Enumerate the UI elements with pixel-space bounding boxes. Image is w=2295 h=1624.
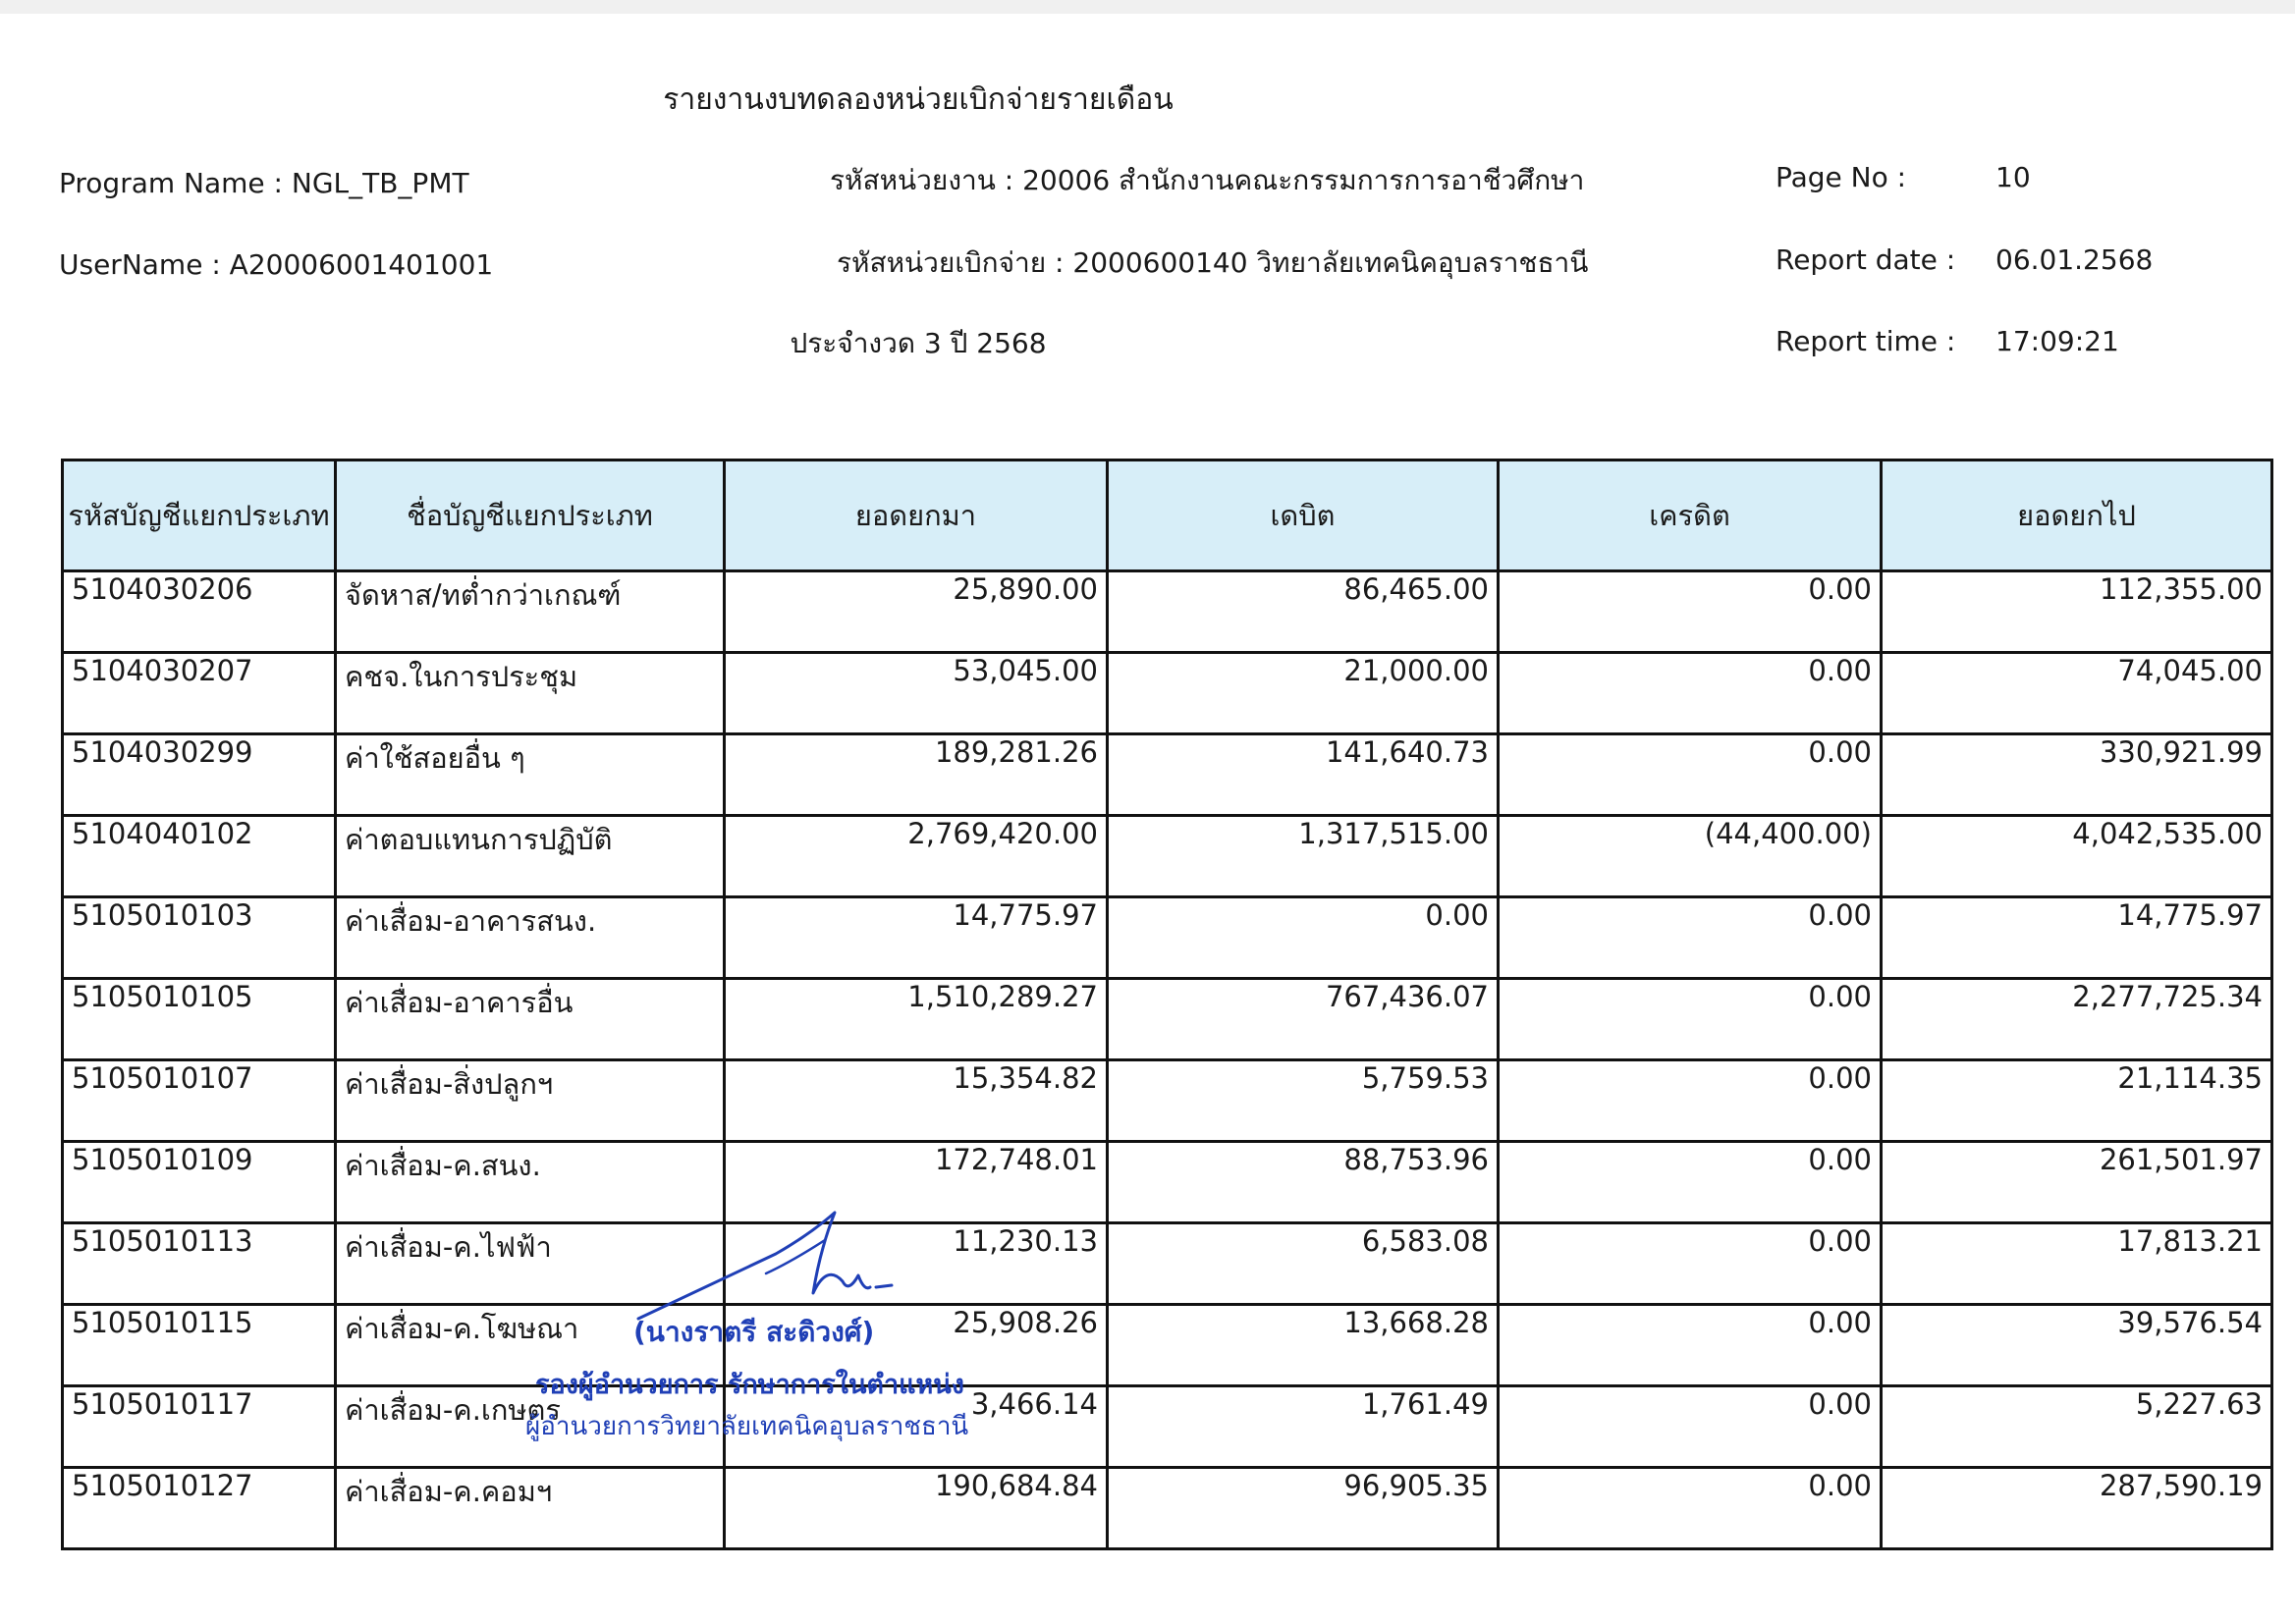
credit: 0.00 — [1499, 1060, 1882, 1142]
credit: 0.00 — [1499, 1305, 1882, 1386]
table-row — [63, 1468, 2272, 1549]
report-time-label: Report time : — [1776, 325, 1956, 357]
credit: 0.00 — [1499, 1468, 1882, 1549]
debit: 5,759.53 — [1108, 1060, 1499, 1142]
credit: 0.00 — [1499, 897, 1882, 979]
table-row — [63, 734, 2272, 816]
credit: 0.00 — [1499, 653, 1882, 734]
credit: 0.00 — [1499, 571, 1882, 653]
carried-forward: 261,501.97 — [1882, 1142, 2272, 1223]
credit: 0.00 — [1499, 979, 1882, 1060]
debit: 767,436.07 — [1108, 979, 1499, 1060]
brought-forward: 25,890.00 — [725, 571, 1108, 653]
header-credit: เครดิต — [1499, 460, 1882, 571]
brought-forward: 15,354.82 — [725, 1060, 1108, 1142]
account-code: 5105010113 — [63, 1223, 336, 1305]
credit: 0.00 — [1499, 1386, 1882, 1468]
account-name: จัดหาส/ทต่ำกว่าเกณฑ์ — [336, 571, 725, 653]
credit: 0.00 — [1499, 1142, 1882, 1223]
scan-top-edge — [0, 0, 2295, 14]
header-carried-forward: ยอดยกไป — [1882, 460, 2272, 571]
account-name: ค่าเสื่อม-อาคารสนง. — [336, 897, 725, 979]
stamp-signer-name: (นางราตรี สะดิวงศ์) — [633, 1316, 875, 1348]
account-name: ค่าตอบแทนการปฏิบัติ — [336, 816, 725, 897]
account-code: 5105010105 — [63, 979, 336, 1060]
debit: 1,761.49 — [1108, 1386, 1499, 1468]
account-code: 5105010107 — [63, 1060, 336, 1142]
report-title: รายงานงบทดลองหน่วยเบิกจ่ายรายเดือน — [663, 82, 1174, 117]
header-brought-forward: ยอดยกมา — [725, 460, 1108, 571]
brought-forward: 3,466.14 — [725, 1386, 1108, 1468]
debit: 86,465.00 — [1108, 571, 1499, 653]
account-code: 5104030207 — [63, 653, 336, 734]
carried-forward: 39,576.54 — [1882, 1305, 2272, 1386]
page-no-value: 10 — [1995, 161, 2031, 193]
stamp-signer-position: รองผู้อำนวยการ รักษาการในตำแหน่ง — [535, 1370, 964, 1400]
agency-code: รหัสหน่วยงาน : 20006 สำนักงานคณะกรรมการการอาชีวศึกษา — [830, 164, 1585, 196]
brought-forward: 189,281.26 — [725, 734, 1108, 816]
brought-forward: 190,684.84 — [725, 1468, 1108, 1549]
disbursement-unit: รหัสหน่วยเบิกจ่าย : 2000600140 วิทยาลัยเทคนิคอุบลราชธานี — [837, 246, 1589, 279]
brought-forward: 1,510,289.27 — [725, 979, 1108, 1060]
table-row — [63, 1060, 2272, 1142]
table-row — [63, 1142, 2272, 1223]
stamp-signer-title: ผู้อำนวยการวิทยาลัยเทคนิคอุบลราชธานี — [525, 1412, 969, 1441]
account-name: คชจ.ในการประชุม — [336, 653, 725, 734]
carried-forward: 287,590.19 — [1882, 1468, 2272, 1549]
debit: 13,668.28 — [1108, 1305, 1499, 1386]
debit: 1,317,515.00 — [1108, 816, 1499, 897]
carried-forward: 5,227.63 — [1882, 1386, 2272, 1468]
brought-forward: 53,045.00 — [725, 653, 1108, 734]
account-name: ค่าเสื่อม-ค.เกษตร — [336, 1386, 725, 1468]
account-code: 5105010115 — [63, 1305, 336, 1386]
account-code: 5105010127 — [63, 1468, 336, 1549]
account-name: ค่าเสื่อม-ค.สนง. — [336, 1142, 725, 1223]
account-name: ค่าเสื่อม-ค.ไฟฟ้า — [336, 1223, 725, 1305]
username: UserName : A20006001401001 — [59, 248, 494, 281]
report-time-value: 17:09:21 — [1995, 325, 2119, 357]
brought-forward: 14,775.97 — [725, 897, 1108, 979]
account-code: 5105010117 — [63, 1386, 336, 1468]
trial-balance-table — [61, 459, 2273, 1550]
account-code: 5104040102 — [63, 816, 336, 897]
brought-forward: 2,769,420.00 — [725, 816, 1108, 897]
brought-forward: 11,230.13 — [725, 1223, 1108, 1305]
table-row — [63, 897, 2272, 979]
table-row — [63, 1223, 2272, 1305]
report-date-value: 06.01.2568 — [1995, 244, 2154, 276]
credit: 0.00 — [1499, 1223, 1882, 1305]
header-debit: เดบิต — [1108, 460, 1499, 571]
table-row — [63, 979, 2272, 1060]
table-row — [63, 653, 2272, 734]
carried-forward: 2,277,725.34 — [1882, 979, 2272, 1060]
page-no-label: Page No : — [1776, 161, 1907, 193]
carried-forward: 17,813.21 — [1882, 1223, 2272, 1305]
table-row — [63, 571, 2272, 653]
carried-forward: 74,045.00 — [1882, 653, 2272, 734]
header-account-code: รหัสบัญชีแยกประเภท — [63, 460, 336, 571]
debit: 0.00 — [1108, 897, 1499, 979]
brought-forward: 25,908.26 — [725, 1305, 1108, 1386]
account-name: ค่าเสื่อม-ค.คอมฯ — [336, 1468, 725, 1549]
carried-forward: 112,355.00 — [1882, 571, 2272, 653]
table-header-row — [63, 460, 2272, 571]
carried-forward: 21,114.35 — [1882, 1060, 2272, 1142]
credit: 0.00 — [1499, 734, 1882, 816]
debit: 141,640.73 — [1108, 734, 1499, 816]
account-code: 5104030206 — [63, 571, 336, 653]
carried-forward: 330,921.99 — [1882, 734, 2272, 816]
debit: 6,583.08 — [1108, 1223, 1499, 1305]
carried-forward: 14,775.97 — [1882, 897, 2272, 979]
account-name: ค่าเสื่อม-สิ่งปลูกฯ — [336, 1060, 725, 1142]
report-date-label: Report date : — [1776, 244, 1956, 276]
report-period: ประจำงวด 3 ปี 2568 — [790, 327, 1047, 359]
account-name: ค่าเสื่อม-ค.โฆษณา — [336, 1305, 725, 1386]
credit: (44,400.00) — [1499, 816, 1882, 897]
carried-forward: 4,042,535.00 — [1882, 816, 2272, 897]
program-name: Program Name : NGL_TB_PMT — [59, 167, 469, 199]
debit: 88,753.96 — [1108, 1142, 1499, 1223]
table-row — [63, 1386, 2272, 1468]
account-code: 5105010109 — [63, 1142, 336, 1223]
table-row — [63, 816, 2272, 897]
table-row — [63, 1305, 2272, 1386]
account-code: 5104030299 — [63, 734, 336, 816]
account-code: 5105010103 — [63, 897, 336, 979]
account-name: ค่าใช้สอยอื่น ๆ — [336, 734, 725, 816]
header-account-name: ชื่อบัญชีแยกประเภท — [336, 460, 725, 571]
debit: 21,000.00 — [1108, 653, 1499, 734]
debit: 96,905.35 — [1108, 1468, 1499, 1549]
brought-forward: 172,748.01 — [725, 1142, 1108, 1223]
account-name: ค่าเสื่อม-อาคารอื่น — [336, 979, 725, 1060]
